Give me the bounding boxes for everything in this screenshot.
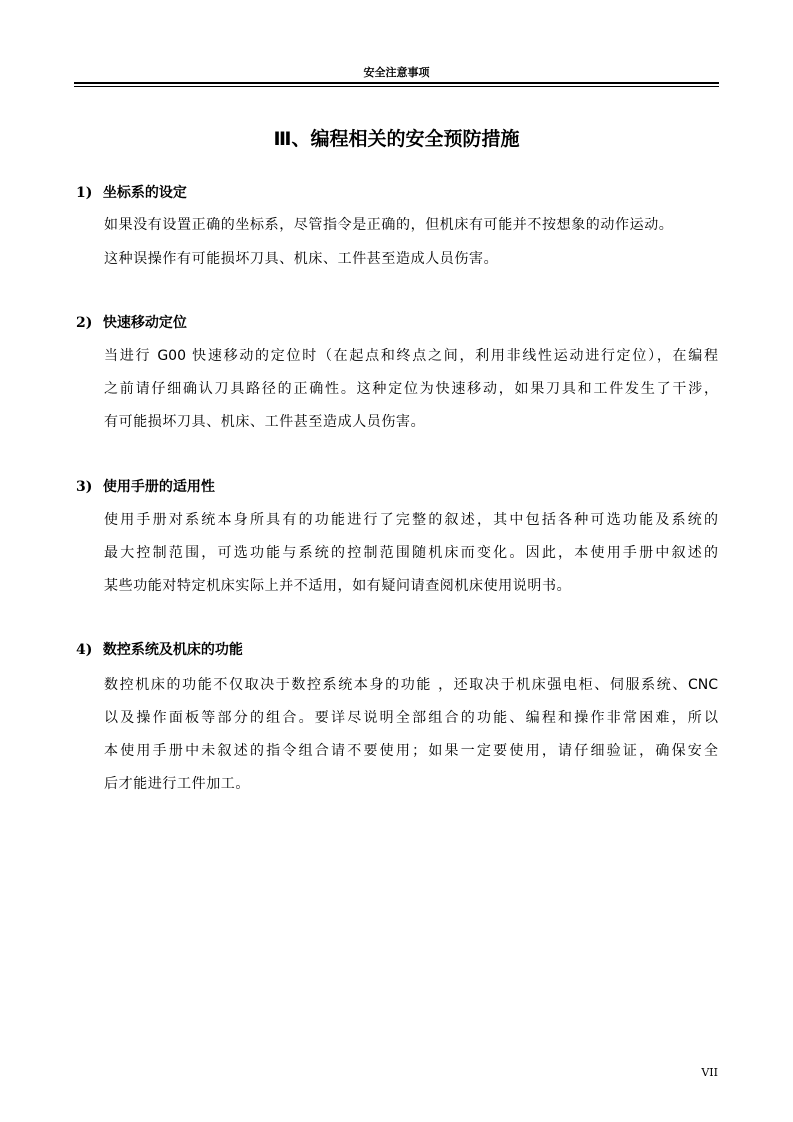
page-number: VII: [701, 1066, 718, 1079]
page-title: Ⅲ、编程相关的安全预防措施: [273, 128, 520, 150]
paragraph-line: 以及操作面板等部分的组合。要详尽说明全部组合的功能、编程和操作非常困难，所以: [104, 710, 718, 726]
paragraph-line: 如果没有设置正确的坐标系，尽管指令是正确的，但机床有可能并不按想象的动作运动。: [104, 217, 674, 233]
section-heading: [76, 183, 187, 203]
section-heading: [76, 313, 187, 333]
section-title: 数控系统及机床的功能: [102, 642, 243, 658]
paragraph-line: 数控机床的功能不仅取决于数控系统本身的功能 ，还取决于机床强电柜、伺服系统、CNC: [104, 677, 718, 693]
running-header: 安全注意事项: [363, 66, 430, 79]
paragraph-line: 这种误操作有可能损坏刀具、机床、工件甚至造成人员伤害。: [104, 251, 499, 267]
paragraph-line: 后才能进行工件加工。: [104, 776, 250, 792]
section-title: 使用手册的适用性: [102, 479, 215, 495]
section-number: 3): [76, 479, 93, 495]
paragraph-line: 当进行 G00 快速移动的定位时（在起点和终点之间，利用非线性运动进行定位），在编程: [104, 348, 718, 364]
paragraph-line: 之前请仔细确认刀具路径的正确性。这种定位为快速移动，如果刀具和工件发生了干涉，: [104, 381, 718, 397]
section-number: 1): [76, 185, 93, 201]
section-number: 2): [76, 315, 93, 331]
section-title: 坐标系的设定: [102, 185, 187, 201]
header-rule-thick: [74, 82, 719, 84]
paragraph-line: 本使用手册中未叙述的指令组合请不要使用；如果一定要使用，请仔细验证，确保安全: [104, 743, 718, 759]
paragraph-line: 有可能损坏刀具、机床、工件甚至造成人员伤害。: [104, 414, 426, 430]
section-heading: [76, 477, 215, 497]
header-rule-thin: [74, 86, 719, 87]
paragraph-line: 某些功能对特定机床实际上并不适用，如有疑问请查阅机床使用说明书。: [104, 578, 572, 594]
section-number: 4): [76, 642, 93, 658]
paragraph-line: 使用手册对系统本身所具有的功能进行了完整的叙述，其中包括各种可选功能及系统的: [104, 512, 718, 528]
section-heading: [76, 640, 243, 660]
paragraph-line: 最大控制范围，可选功能与系统的控制范围随机床而变化。因此，本使用手册中叙述的: [104, 545, 718, 561]
section-title: 快速移动定位: [102, 315, 187, 331]
